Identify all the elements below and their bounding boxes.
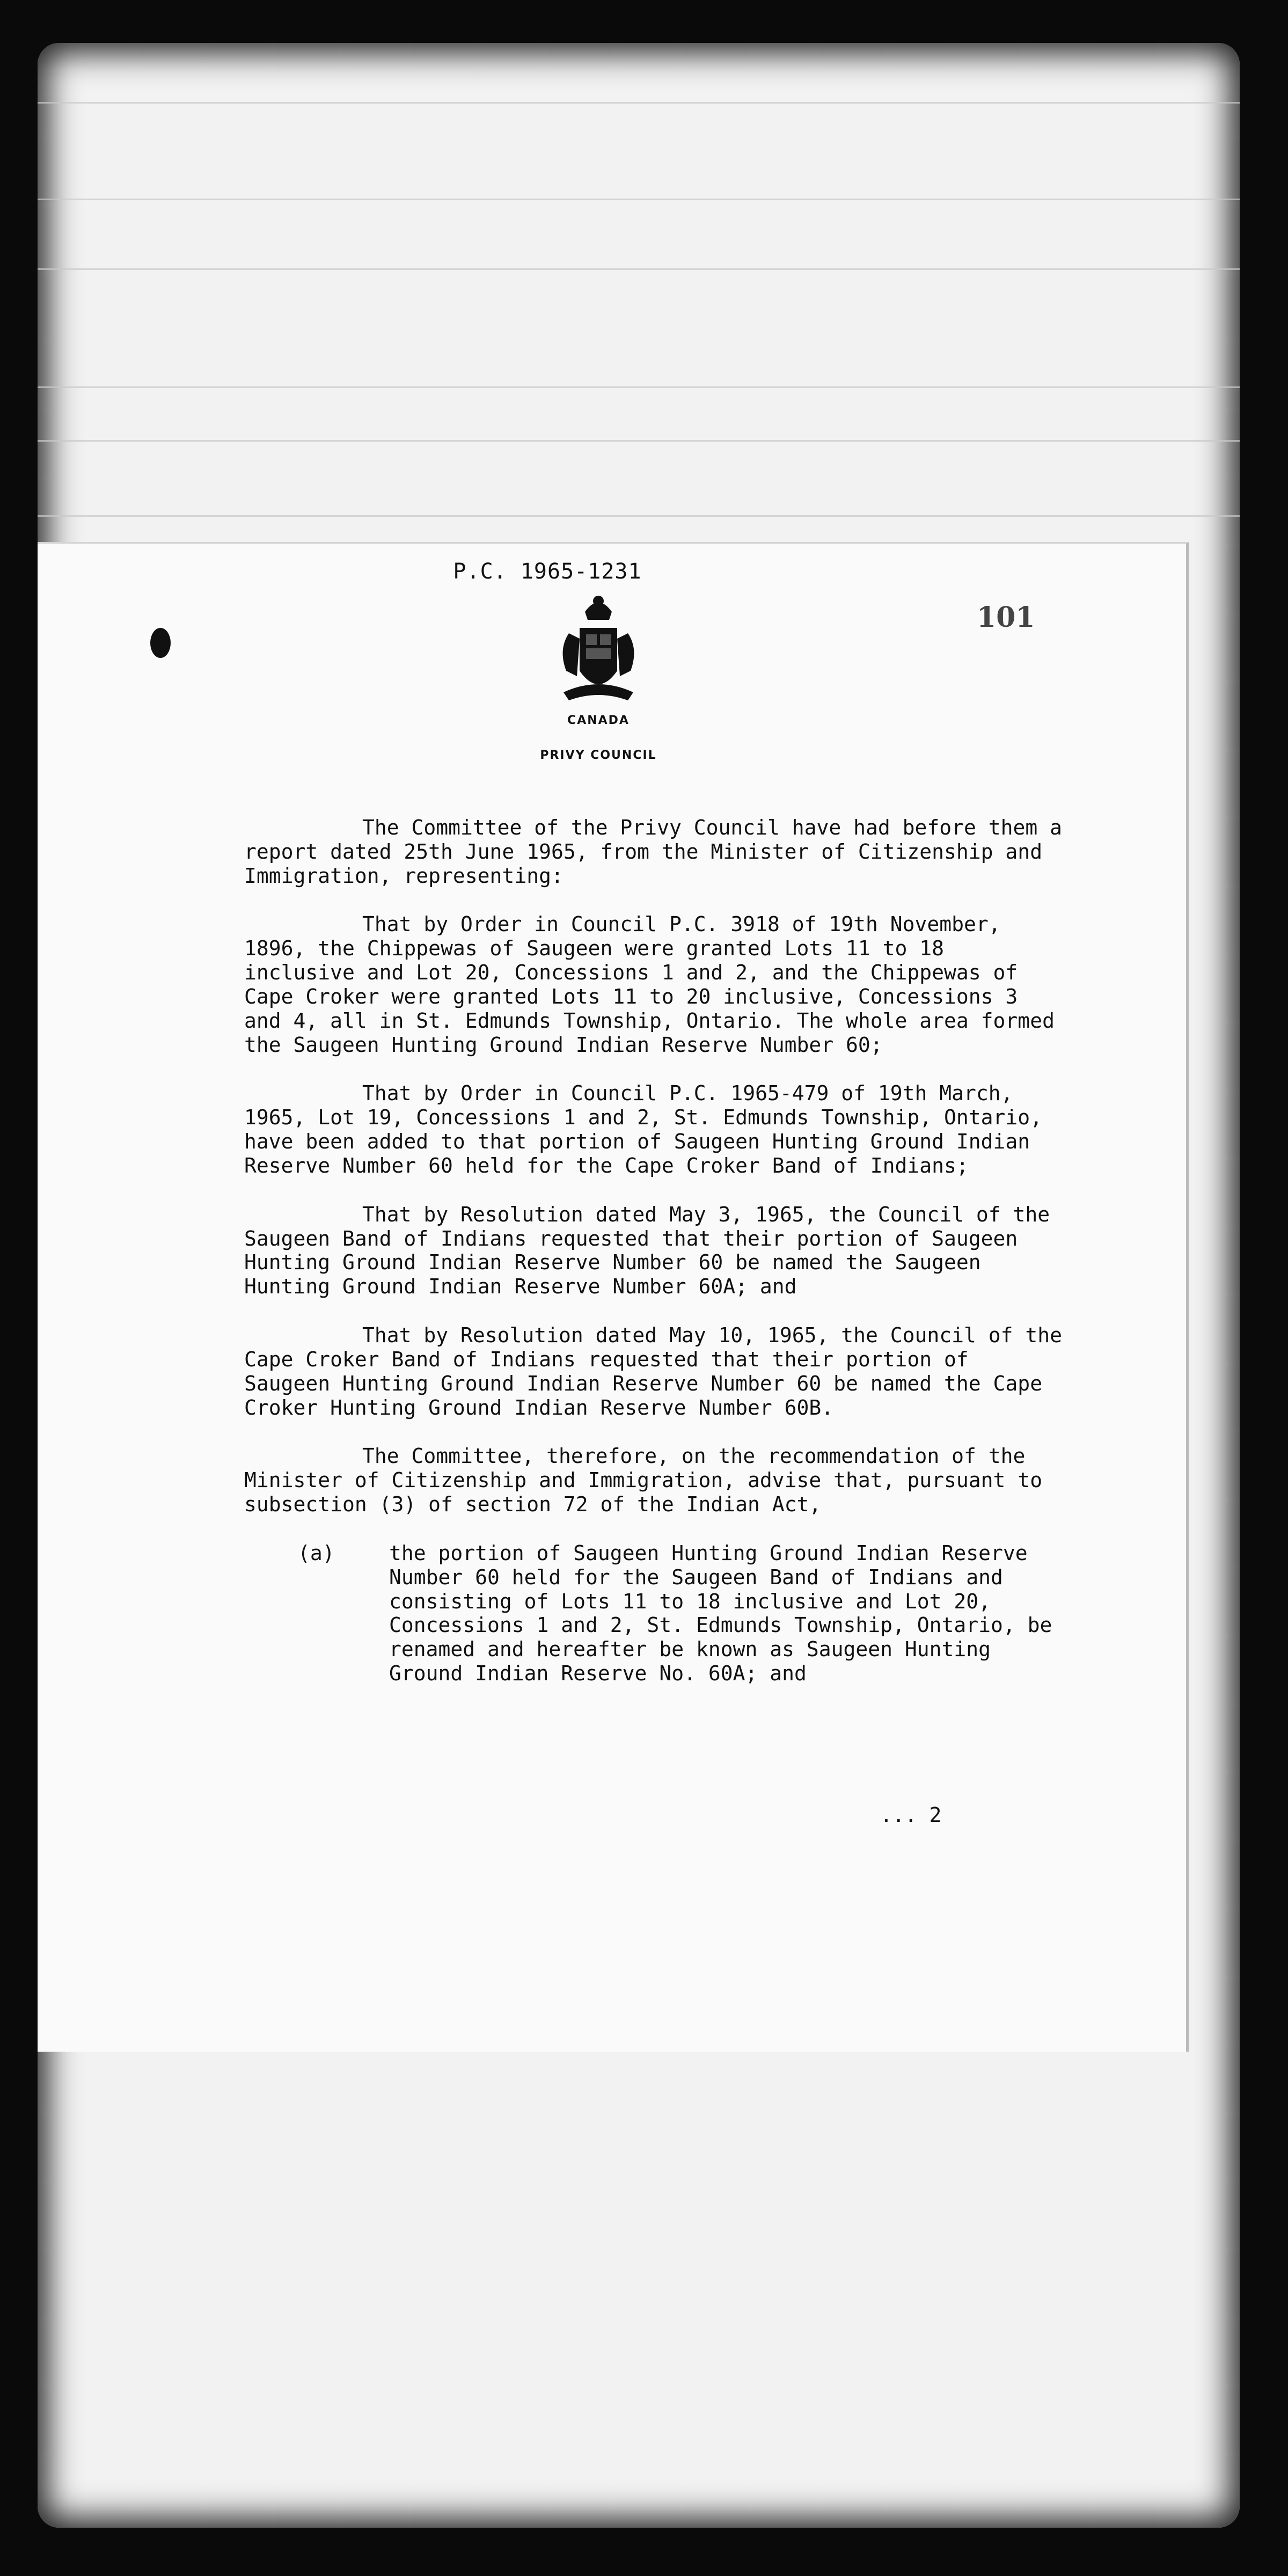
scan-streak	[38, 199, 1240, 200]
paragraph-1965-order: That by Order in Council P.C. 1965-479 of 19th March, 1965, Lot 19, Concessions 1 and 2, St. Edmunds Township, Ontario, have been added to that portion of Saugeen Hunting Ground Indian Reserve Number 60 held for the Cape Croker Band of Indians;	[244, 1081, 1043, 1177]
item-text: the portion of Saugeen Hunting Ground Indian Reserve Number 60 held for the Saugeen Band of Indians and consisting of Lots 11 to 18 inclusive and Lot 20, Concessions 1 and 2, St. Edmunds Township, Ontario, be renamed and hereafter be known as Saugeen Hunting Ground Indian Reserve No. 60A; and	[389, 1541, 1052, 1686]
scan-streak	[38, 515, 1240, 517]
order-body	[244, 816, 1065, 1707]
paragraph-saugeen-resolution: That by Resolution dated May 3, 1965, the Council of the Saugeen Band of Indians requested that their portion of Saugeen Hunting Ground Indian Reserve Number 60 be named the Saugeen Hunting Ground Indian Reserve Number 60A; and	[244, 1202, 1050, 1299]
ink-blot	[150, 628, 171, 658]
scan-streak	[38, 440, 1240, 442]
canada-heading: CANADA	[567, 714, 630, 727]
page-stamp-number: 101	[977, 601, 1035, 634]
paragraph-cape-croker-resolution: That by Resolution dated May 10, 1965, the Council of the Cape Croker Band of Indians requested that their portion of Saugeen Hunting Ground Indian Reserve Number 60 be named the Cape Croker Hunting Ground Indian Reserve Number 60B.	[244, 1323, 1063, 1419]
coat-of-arms-icon	[547, 590, 649, 714]
list-item	[244, 1541, 1065, 1686]
paragraph-recommendation: The Committee, therefore, on the recommendation of the Minister of Citizenship and Immigration, advise that, pursuant to subsection (3) of section 72 of the Indian Act,	[244, 1444, 1043, 1517]
paragraph-intro: The Committee of the Privy Council have had before them a report dated 25th June 1965, from the Minister of Citizenship and Immigration, representing:	[244, 816, 1063, 888]
paragraph-1896-order: That by Order in Council P.C. 3918 of 19th November, 1896, the Chippewas of Saugeen were granted Lots 11 to 18 inclusive and Lot 20, Concessions 1 and 2, and the Chippewas of Cape Croker were granted Lots 11 to 20 inclusive, Concessions 3 and 4, all in St. Edmunds Township, Ontario. The whole area formed the Saugeen Hunting Ground Indian Reserve Number 60;	[244, 912, 1055, 1057]
privy-council-heading: PRIVY COUNCIL	[540, 749, 657, 762]
continued-marker: ... 2	[880, 1803, 942, 1827]
scan-streak	[38, 102, 1240, 104]
scan-streak	[38, 386, 1240, 388]
order-number: P.C. 1965-1231	[453, 559, 642, 584]
item-label: (a)	[298, 1541, 335, 1565]
scan-streak	[38, 268, 1240, 270]
